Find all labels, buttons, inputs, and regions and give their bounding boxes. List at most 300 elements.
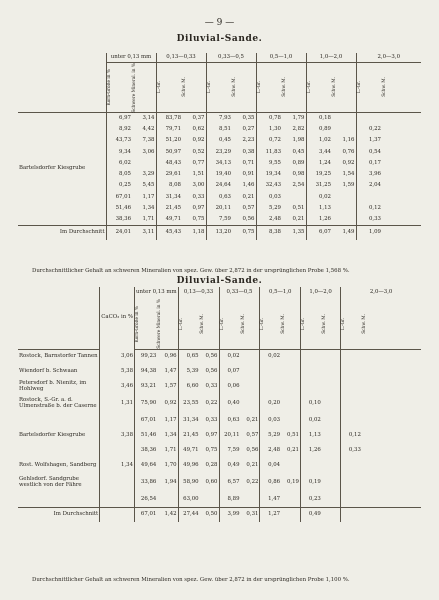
header-row-groups: [18, 53, 421, 62]
value-cell: 0,89: [292, 159, 305, 166]
sub-header-label: L.-Gr.: [260, 317, 266, 330]
value-cell: [341, 394, 362, 413]
size-group-header: 0,33—0,5: [206, 53, 256, 62]
caco3-cell: 1,34: [100, 458, 135, 473]
value-cell: [362, 473, 421, 492]
value-cell: 0,63: [206, 192, 232, 203]
value-cell: [382, 158, 421, 169]
value-cell: 2,54: [292, 182, 305, 189]
value-cell: 0,02: [301, 413, 322, 428]
value-cell: 49,71: [156, 214, 182, 225]
sub-header-cell: [206, 62, 232, 113]
table-1: [18, 53, 421, 240]
table-1-body: [18, 113, 421, 226]
table-row: [18, 492, 421, 507]
sub-header-label: Schw. M.: [361, 313, 367, 334]
value-cell: 32,43: [256, 180, 282, 191]
value-cell: 0,10: [301, 394, 322, 413]
average-cell: 45,43: [156, 226, 182, 240]
value-cell: [382, 113, 421, 124]
caco3-cell: [100, 443, 135, 458]
value-cell: 0,33: [356, 214, 382, 225]
value-cell: 0,51: [292, 205, 305, 212]
value-cell: 0,20: [260, 394, 281, 413]
average-cell: 3,11: [132, 226, 156, 240]
value-cell: 9,34: [106, 147, 132, 158]
value-cell: 50,97: [156, 147, 182, 158]
value-cell: 1,30: [256, 124, 282, 135]
sub-header-label: L.-Gr.: [306, 81, 312, 94]
value-cell: 67,01: [106, 192, 132, 203]
sub-header-label: L.-Gr.: [206, 81, 212, 94]
sub-header-label: L.-Gr.: [219, 317, 225, 330]
value-cell: 0,35: [242, 114, 255, 121]
value-cell: [341, 473, 362, 492]
size-group-header: 2,0—3,0: [356, 53, 421, 62]
value-cell: 1,79: [292, 114, 305, 121]
value-cell: 0,52: [192, 148, 205, 155]
caco3-cell: [100, 473, 135, 492]
value-cell: 0,96: [164, 353, 177, 360]
value-cell: [362, 394, 421, 413]
value-cell: [322, 428, 341, 443]
average-cell: 3,99: [219, 507, 241, 522]
table-row: [18, 113, 421, 124]
table-row: [18, 379, 421, 394]
value-cell: [356, 192, 382, 203]
average-cell: 0,49: [301, 507, 322, 522]
value-cell: [281, 349, 300, 364]
value-cell: 1,34: [142, 205, 155, 212]
value-cell: [241, 349, 260, 364]
value-cell: 6,57: [219, 473, 241, 492]
value-cell: 1,98: [292, 137, 305, 144]
value-cell: 0,22: [356, 124, 382, 135]
value-cell: 0,56: [242, 216, 255, 223]
average-row: [18, 507, 421, 522]
value-cell: [362, 458, 421, 473]
value-cell: 24,64: [206, 180, 232, 191]
sub-header-label: Schw. M.: [332, 77, 337, 98]
sub-header-cell: [241, 299, 260, 349]
value-cell: 0,33: [205, 383, 218, 389]
value-cell: 0,76: [342, 148, 355, 155]
value-cell: 0,12: [341, 428, 362, 443]
value-cell: 31,34: [178, 413, 200, 428]
value-cell: 1,54: [342, 171, 355, 178]
value-cell: 0,02: [260, 349, 281, 364]
average-cell: 13,20: [206, 226, 232, 240]
header-row-sub: [18, 299, 421, 349]
value-cell: 0,63: [219, 413, 241, 428]
value-cell: [341, 458, 362, 473]
sub-header-label: L.-Gr.: [341, 317, 347, 330]
sub-header-cell: [219, 299, 241, 349]
value-cell: 6,02: [106, 158, 132, 169]
size-group-header: 0,5—1,0: [260, 287, 301, 299]
value-cell: 0,19: [301, 473, 322, 492]
value-cell: 0,02: [219, 349, 241, 364]
value-cell: 0,38: [242, 148, 255, 155]
sub-header-label: Schw. M.: [282, 77, 287, 98]
value-cell: 0,18: [306, 113, 332, 124]
table-2-footnote: Durchschnittlicher Gehalt an schweren Mineralien von spez. Gew. über 2,872 in der ursprünglichen Probe 1,100 %.: [32, 577, 350, 583]
size-group-header: 0,5—1,0: [256, 53, 306, 62]
table-1-footnote: Durchschnittlicher Gehalt an schweren Mineralien von spez. Gew. über 2,872 in der ursprünglichen Probe 1,568 %.: [32, 268, 350, 274]
value-cell: 19,25: [306, 169, 332, 180]
value-cell: [260, 379, 281, 394]
value-cell: 2,23: [242, 137, 255, 144]
value-cell: 58,90: [178, 473, 200, 492]
value-cell: 21,45: [156, 203, 182, 214]
value-cell: 94,38: [135, 364, 158, 379]
caco3-cell: 3,38: [100, 428, 135, 443]
value-cell: 0,40: [219, 394, 241, 413]
value-cell: [281, 379, 300, 394]
value-cell: [322, 492, 341, 507]
value-cell: 83,78: [156, 113, 182, 124]
sub-header-cell: [322, 299, 341, 349]
value-cell: 1,17: [142, 193, 155, 200]
value-cell: 0,21: [292, 216, 305, 223]
table-2: [18, 287, 421, 522]
value-cell: 1,47: [260, 492, 281, 507]
value-cell: 1,02: [306, 135, 332, 146]
value-cell: [241, 379, 260, 394]
value-cell: 1,16: [342, 137, 355, 144]
header-corner-sub: [18, 62, 106, 113]
location-label: [18, 492, 100, 507]
value-cell: 0,86: [260, 473, 281, 492]
value-cell: 0,92: [192, 137, 205, 144]
sub-header-cell: [106, 62, 132, 113]
value-cell: 6,97: [106, 113, 132, 124]
location-label: Petersdorf b. Nienitz, im Hohlweg: [19, 380, 87, 392]
sub-header-label: L.-Gr.: [356, 81, 362, 94]
value-cell: [362, 413, 421, 428]
value-cell: 1,37: [356, 135, 382, 146]
value-cell: 0,17: [356, 158, 382, 169]
value-cell: [341, 364, 362, 379]
table-row: [18, 394, 421, 413]
value-cell: [281, 413, 300, 428]
location-label: Rostock, S.-Gr. a. d. Ulmenstraße b. der Caserne: [19, 397, 97, 409]
table-row: [18, 443, 421, 458]
sub-header-cell: [200, 299, 219, 349]
value-cell: [382, 135, 421, 146]
table-row: [18, 413, 421, 428]
value-cell: [362, 364, 421, 379]
value-cell: [341, 349, 362, 364]
value-cell: 0,75: [192, 216, 205, 223]
average-cell: 1,42: [157, 507, 178, 522]
value-cell: [341, 413, 362, 428]
value-cell: 0,56: [246, 447, 259, 453]
value-cell: 8,08: [156, 180, 182, 191]
value-cell: [301, 458, 322, 473]
location-label: [18, 443, 100, 458]
caco3-cell: 3,46: [100, 379, 135, 394]
value-cell: 5,29: [256, 203, 282, 214]
value-cell: [157, 492, 178, 507]
value-cell: 8,05: [106, 169, 132, 180]
value-cell: [241, 394, 260, 413]
size-group-header: 2,0—3,0: [341, 287, 421, 299]
value-cell: 0,33: [341, 443, 362, 458]
value-cell: 0,92: [164, 400, 177, 406]
sub-header-label: Korn-Größe in %: [106, 69, 112, 106]
average-cell: 27,44: [178, 507, 200, 522]
size-group-header: unter 0,13 mm: [106, 53, 156, 62]
value-cell: 33,86: [135, 473, 158, 492]
value-cell: 1,51: [192, 171, 205, 178]
value-cell: 1,13: [301, 428, 322, 443]
size-group-header: 0,13—0,33: [156, 53, 206, 62]
value-cell: 0,37: [192, 114, 205, 121]
average-cell: [362, 507, 421, 522]
table-row: [18, 364, 421, 379]
value-cell: 5,39: [178, 364, 200, 379]
value-cell: 1,70: [164, 462, 177, 468]
table-row: [18, 473, 421, 492]
average-cell: 6,07: [306, 226, 332, 240]
sub-header-cell: [157, 299, 178, 349]
value-cell: [332, 113, 356, 124]
value-cell: [332, 214, 356, 225]
sub-header-label: Schw. M.: [199, 313, 205, 334]
value-cell: [362, 492, 421, 507]
header-row-sub: [18, 62, 421, 113]
average-cell: 1,18: [182, 226, 206, 240]
value-cell: 5,45: [142, 182, 155, 189]
value-cell: 7,59: [219, 443, 241, 458]
value-cell: [322, 458, 341, 473]
value-cell: [362, 349, 421, 364]
value-cell: [322, 379, 341, 394]
value-cell: [382, 214, 421, 225]
value-cell: [322, 473, 341, 492]
value-cell: 1,57: [164, 383, 177, 389]
value-cell: 1,59: [342, 182, 355, 189]
average-cell: 1,35: [282, 226, 306, 240]
sub-header-cell: [382, 62, 421, 113]
value-cell: 93,21: [135, 379, 158, 394]
value-cell: [332, 192, 356, 203]
sub-header-label: Schwere Mineral. in %: [157, 299, 163, 349]
value-cell: 1,17: [164, 417, 177, 423]
value-cell: 1,26: [301, 443, 322, 458]
average-cell: 0,75: [232, 226, 256, 240]
sub-header-cell: [256, 62, 282, 113]
value-cell: 0,56: [205, 353, 218, 360]
value-cell: 2,48: [256, 214, 282, 225]
sub-header-label: Korn-Größe in %: [135, 305, 141, 343]
value-cell: 0,56: [205, 368, 218, 374]
header-corner: [18, 53, 106, 62]
value-cell: [322, 349, 341, 364]
value-cell: 63,00: [178, 492, 200, 507]
header-corner-sub: [18, 299, 100, 349]
value-cell: 0,97: [205, 432, 218, 438]
sub-header-label: Schwere Mineral. in %: [132, 62, 137, 113]
caco3-cell: 1,31: [100, 394, 135, 413]
average-cell: 1,27: [260, 507, 281, 522]
value-cell: 3,29: [142, 171, 155, 178]
value-cell: 0,21: [242, 193, 255, 200]
value-cell: 0,97: [192, 205, 205, 212]
value-cell: [382, 203, 421, 214]
value-cell: 0,23: [301, 492, 322, 507]
value-cell: 23,29: [206, 147, 232, 158]
value-cell: 49,71: [178, 443, 200, 458]
value-cell: 5,29: [260, 428, 281, 443]
value-cell: 0,75: [205, 447, 218, 453]
sub-header-label: Schw. M.: [382, 77, 387, 98]
value-cell: 99,23: [135, 349, 158, 364]
value-cell: 3,96: [356, 169, 382, 180]
value-cell: 0,49: [219, 458, 241, 473]
location-label: Rostock, Barnstorfer Tannen: [19, 353, 98, 360]
value-cell: 2,04: [356, 180, 382, 191]
value-cell: 0,06: [219, 379, 241, 394]
value-cell: 38,36: [106, 214, 132, 225]
sub-header-cell: [182, 62, 206, 113]
value-cell: [281, 458, 300, 473]
value-cell: 0,22: [246, 479, 259, 485]
value-cell: [322, 413, 341, 428]
location-label: Rost. Wolfshagen, Sandberg: [19, 462, 97, 468]
value-cell: 7,38: [142, 137, 155, 144]
value-cell: 4,42: [142, 125, 155, 132]
value-cell: 0,51: [286, 432, 299, 438]
value-cell: 3,14: [142, 114, 155, 121]
value-cell: [241, 364, 260, 379]
location-label: Bartelsdorfer Kiesgrube: [19, 165, 86, 172]
value-cell: 3,44: [306, 147, 332, 158]
sub-header-label: L.-Gr.: [156, 81, 162, 94]
header-corner: [18, 287, 100, 299]
value-cell: 0,57: [246, 432, 259, 438]
caco3-cell: [100, 413, 135, 428]
page-number: — 9 —: [204, 18, 235, 28]
value-cell: [241, 492, 260, 507]
value-cell: 0,71: [242, 159, 255, 166]
value-cell: 1,26: [306, 214, 332, 225]
value-cell: 8,51: [206, 124, 232, 135]
value-cell: 1,71: [164, 447, 177, 453]
value-cell: 0,60: [205, 479, 218, 485]
value-cell: 29,61: [156, 169, 182, 180]
average-label: Im Durchschnitt: [18, 507, 100, 522]
value-cell: [281, 394, 300, 413]
size-group-header: 0,33—0,5: [219, 287, 260, 299]
table-2-body: [18, 349, 421, 507]
value-cell: 0,89: [306, 124, 332, 135]
value-cell: 3,06: [142, 148, 155, 155]
value-cell: 11,83: [256, 147, 282, 158]
value-cell: 1,47: [164, 368, 177, 374]
table-2-header: [18, 287, 421, 349]
sub-header-label: Schw. M.: [232, 77, 237, 98]
table-1-average: [18, 226, 421, 240]
value-cell: 0,45: [206, 135, 232, 146]
value-cell: 1,94: [164, 479, 177, 485]
value-cell: 0,91: [242, 171, 255, 178]
value-cell: 9,55: [256, 158, 282, 169]
value-cell: [341, 379, 362, 394]
value-cell: 79,71: [156, 124, 182, 135]
value-cell: 0,03: [260, 413, 281, 428]
value-cell: [301, 379, 322, 394]
value-cell: [281, 364, 300, 379]
value-cell: 0,65: [178, 349, 200, 364]
value-cell: [332, 124, 356, 135]
value-cell: 21,45: [178, 428, 200, 443]
value-cell: 0,03: [256, 192, 282, 203]
value-cell: 0,54: [356, 147, 382, 158]
average-cell: 0,31: [241, 507, 260, 522]
average-cell: 67,01: [135, 507, 158, 522]
sub-header-cell: [178, 299, 200, 349]
value-cell: 2,82: [292, 125, 305, 132]
sub-header-cell: [232, 62, 256, 113]
sub-header-label: L.-Gr.: [256, 81, 262, 94]
value-cell: [356, 113, 382, 124]
average-cell: 1,49: [332, 226, 356, 240]
location-label: Gehlsdorf. Sandgrube westlich von der Fähre: [19, 476, 82, 488]
value-cell: [382, 147, 421, 158]
value-cell: 31,34: [156, 192, 182, 203]
value-cell: [362, 443, 421, 458]
value-cell: 0,04: [260, 458, 281, 473]
value-cell: 43,73: [106, 135, 132, 146]
value-cell: 0,28: [205, 462, 218, 468]
value-cell: 0,12: [356, 203, 382, 214]
table-row: [18, 458, 421, 473]
value-cell: [282, 192, 306, 203]
table-row: [18, 349, 421, 364]
sub-header-label: L.-Gr.: [301, 317, 306, 330]
caco3-average-empty: [100, 507, 135, 522]
average-label: Im Durchschnitt: [18, 226, 106, 240]
table-row: [18, 428, 421, 443]
average-cell: [341, 507, 362, 522]
value-cell: 1,24: [306, 158, 332, 169]
value-cell: 0,33: [205, 417, 218, 423]
value-cell: 7,59: [206, 214, 232, 225]
sub-header-cell: [356, 62, 382, 113]
size-group-header: unter 0,13 mm: [135, 287, 179, 299]
value-cell: [281, 492, 300, 507]
value-cell: [382, 192, 421, 203]
sub-header-cell: [132, 62, 156, 113]
value-cell: 19,40: [206, 169, 232, 180]
value-cell: 0,21: [246, 462, 259, 468]
value-cell: 8,92: [106, 124, 132, 135]
sub-header-cell: [306, 62, 332, 113]
sub-header-cell: [260, 299, 281, 349]
value-cell: 20,11: [219, 428, 241, 443]
sub-header-label: Schw. M.: [321, 313, 327, 334]
average-cell: 1,09: [356, 226, 382, 240]
value-cell: 0,33: [192, 193, 205, 200]
value-cell: 67,01: [135, 413, 158, 428]
value-cell: 0,25: [106, 180, 132, 191]
value-cell: [362, 428, 421, 443]
value-cell: 49,96: [178, 458, 200, 473]
value-cell: 23,55: [178, 394, 200, 413]
value-cell: [200, 492, 219, 507]
